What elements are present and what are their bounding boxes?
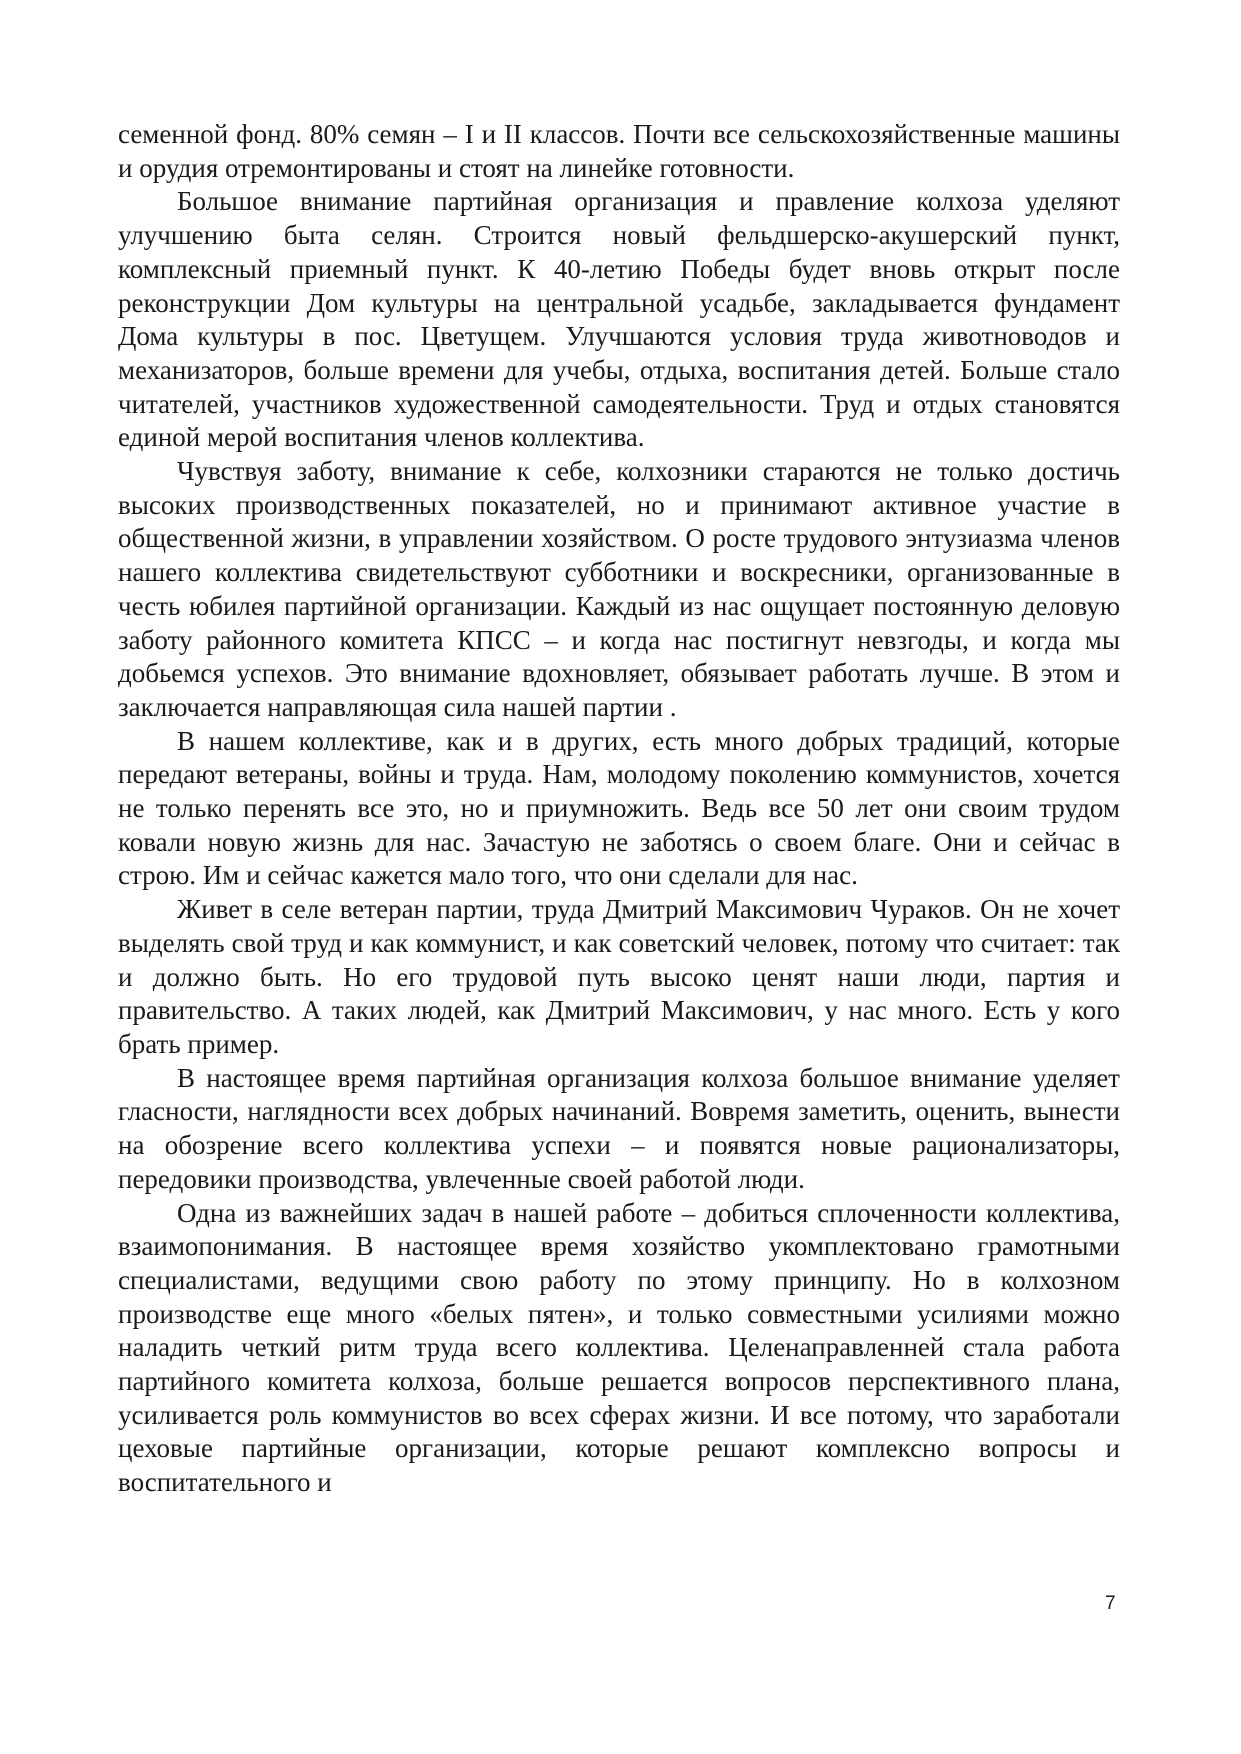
- paragraph: Одна из важнейших задач в нашей работе – добиться сплоченности коллектива, взаимопонимания. В настоящее время хозяйство укомплектовано грамотными специалистами, ведущими свою работу по этому принципу. Но в колхозном производстве еще много «белых пятен», и только совместными усилиями можно наладить четкий ритм труда всего коллектива. Целенаправленней стала работа партийного комитета колхоза, больше решается вопросов перспективного плана, усиливается роль коммунистов во всех сферах жизни. И все потому, что заработали цеховые партийные организации, которые решают комплексно вопросы и воспитательного и: [118, 1197, 1120, 1498]
- paragraph: Большое внимание партийная организация и правление колхоза уделяют улучшению быта селян. Строится новый фельдшерско-акушерский пункт, комплексный приемный пункт. К 40-летию Победы будет вновь открыт после реконструкции Дом культуры на центральной усадьбе, закладывается фундамент Дома культуры в пос. Цветущем. Улучшаются условия труда животноводов и механизаторов, больше времени для учебы, отдыха, воспитания детей. Больше стало читателей, участников художественной самодеятельности. Труд и отдых становятся единой мерой воспитания членов коллектива.: [118, 186, 1120, 453]
- body-text: [118, 118, 1120, 1500]
- paragraph: Чувствуя заботу, внимание к себе, колхозники стараются не только достичь высоких производственных показателей, но и принимают активное участие в общественной жизни, в управлении хозяйством. О росте трудового энтузиазма членов нашего коллектива свидетельствуют субботники и воскресники, организованные в честь юбилея партийной организации. Каждый из нас ощущает постоянную деловую заботу районного комитета КПСС – и когда нас постигнут невзгоды, и когда мы добьемся успехов. Это внимание вдохновляет, обязывает работать лучше. В этом и заключается направляющая сила нашей партии .: [118, 456, 1120, 722]
- paragraph-continuation: семенной фонд. 80% семян – I и II классов. Почти все сельскохозяйственные машины и орудия отремонтированы и стоят на линейке готовности.: [118, 119, 1120, 183]
- paragraph: В нашем коллективе, как и в других, есть много добрых традиций, которые передают ветераны, войны и труда. Нам, молодому поколению коммунистов, хочется не только перенять все это, но и приумножить. Ведь все 50 лет они своим трудом ковали новую жизнь для нас. Зачастую не заботясь о своем благе. Они и сейчас в строю. Им и сейчас кажется мало того, что они сделали для нас.: [118, 725, 1120, 891]
- paragraph: В настоящее время партийная организация колхоза большое внимание уделяет гласности, наглядности всех добрых начинаний. Вовремя заметить, оценить, вынести на обозрение всего коллектива успехи – и появятся новые рационализаторы, передовики производства, увлеченные своей работой люди.: [118, 1062, 1120, 1194]
- paragraph: Живет в селе ветеран партии, труда Дмитрий Максимович Чураков. Он не хочет выделять свой труд и как коммунист, и как советский человек, потому что считает: так и должно быть. Но его трудовой путь высоко ценят наши люди, партия и правительство. А таких людей, как Дмитрий Максимович, у нас много. Есть у кого брать пример.: [118, 894, 1120, 1059]
- page-number: 7: [1105, 1593, 1116, 1614]
